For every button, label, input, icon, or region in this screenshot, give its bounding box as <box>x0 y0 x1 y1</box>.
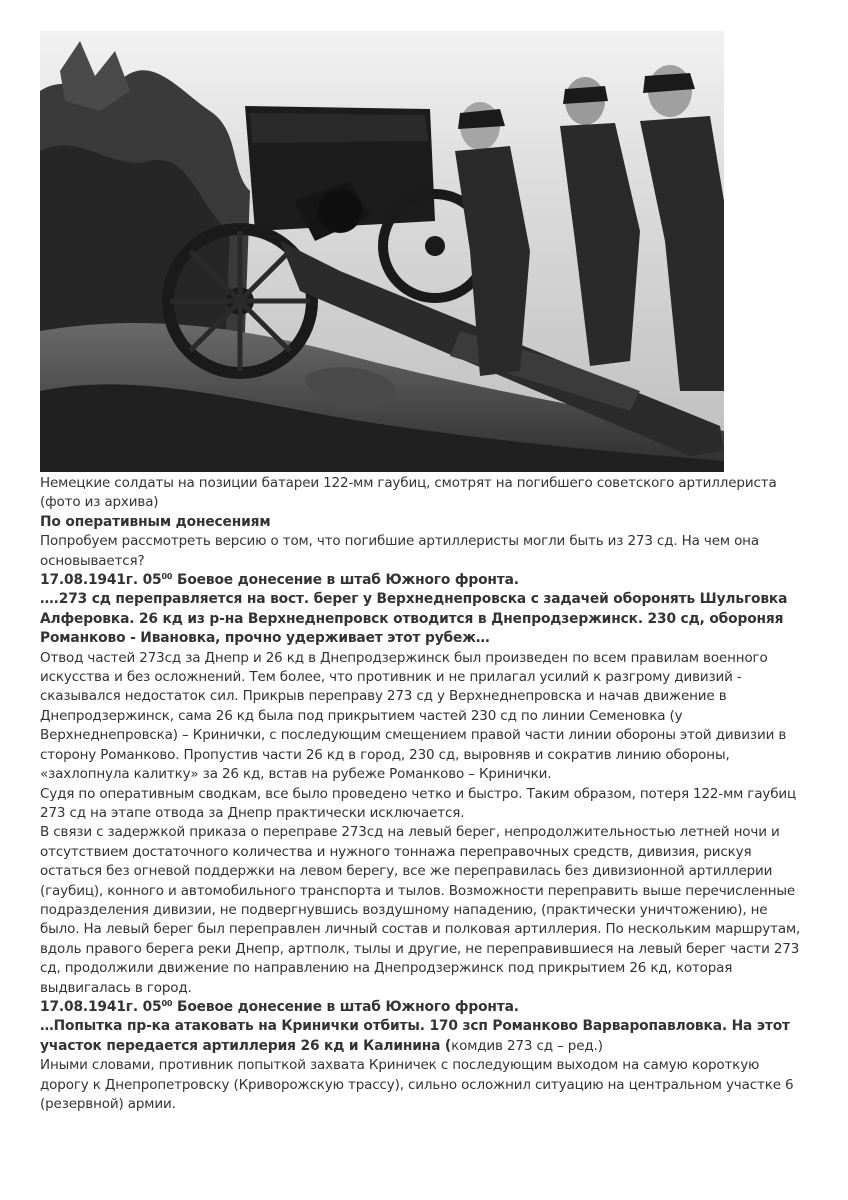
photo-war-howitzer-icon <box>40 31 724 472</box>
section-heading: По оперативным донесениям <box>40 513 271 530</box>
article-text <box>40 474 810 1114</box>
archive-photo <box>40 31 724 472</box>
report-2-title: Боевое донесение в штаб Южного фронта. <box>172 998 519 1015</box>
report-2-text: …Попытка пр-ка атаковать на Кринички отбиты. 170 зсп Романково Варваропавловка. На этот участок передается артиллерия 26 кд и Калинина ( <box>40 1018 790 1054</box>
report-2-date: 17.08.1941г. 05 <box>40 998 162 1015</box>
report-1-text: ….273 сд переправляется на вост. берег у Верхнеднепровска с задачей оборонять Шульговка Алферовка. 26 кд из р-на Верхнеднепровск отводится в Днепродзержинск. 230 сд, обороняя Романково - Ивановка, прочно удерживает этот рубеж… <box>40 591 788 647</box>
intro-paragraph: Попробуем рассмотреть версию о том, что погибшие артиллеристы могли быть из 273 сд. На чем она основывается? <box>40 533 759 569</box>
paragraph-1: Отвод частей 273сд за Днепр и 26 кд в Днепродзержинск был произведен по всем правилам военного искусства и без осложнений. Тем более, что противник и не прилагал усилий к разгрому дивизий - сказывался недостаток сил. Прикрыв переправу 273 сд у Верхнеднепровска и начав движение в Днепродзержинск, сама 26 кд была под прикрытием частей 230 сд по линии Семеновка (у Верхнеднепровска) – Кринички, с последующим смещением правой части линии обороны этой дивизии в сторону Романково. Пропустив части 26 кд в город, 230 сд, выровняв и сократив линию обороны, «захлопнула калитку» за 26 кд, встав на рубеже Романково – Кринички. <box>40 649 787 783</box>
report-1-time: 00 <box>161 572 173 582</box>
report-1-heading <box>40 571 810 590</box>
report-1-date: 17.08.1941г. 05 <box>40 572 162 589</box>
report-2-text-block <box>40 1017 810 1056</box>
report-1-title: Боевое донесение в штаб Южного фронта. <box>172 572 519 589</box>
paragraph-4: Иными словами, противник попыткой захвата Криничек с последующим выходом на самую короткую дорогу к Днепропетровску (Криворожскую трассу), сильно осложнил ситуацию на центральном участке 6 (резервной) армии. <box>40 1057 794 1112</box>
paragraph-2: Судя по оперативным сводкам, все было проведено четко и быстро. Таким образом, потеря 122-мм гаубиц 273 сд на этапе отвода за Днепр практически исключается. <box>40 785 797 821</box>
photo-caption: Немецкие солдаты на позиции батареи 122-мм гаубиц, смотрят на погибшего советского артиллериста (фото из архива) <box>40 475 777 511</box>
paragraph-3: В связи с задержкой приказа о переправе 273сд на левый берег, непродолжительностью летней ночи и отсутствием достаточного количества и нужного тоннажа переправочных средств, дивизия, рискуя остаться без огневой поддержки на левом берегу, все же переправилась без дивизионной артиллерии (гаубиц), конного и автомобильного транспорта и тылов. Возможности переправить выше перечисленные подразделения дивизии, не подвергнувшись воздушному нападению, (практически уничтожению), не было. На левый берег был переправлен личный состав и полковая артиллерия. По нескольким маршрутам, вдоль правого берега реки Днепр, артполк, тылы и другие, не переправившиеся на левый берег части 273 сд, продолжили движение по направлению на Днепродзержинск под прикрытием 26 кд, которая выдвигалась в город. <box>40 824 801 996</box>
report-2-time: 00 <box>161 998 173 1008</box>
report-2-heading <box>40 998 810 1017</box>
report-2-note: комдив 273 сд – ред.) <box>451 1037 603 1054</box>
